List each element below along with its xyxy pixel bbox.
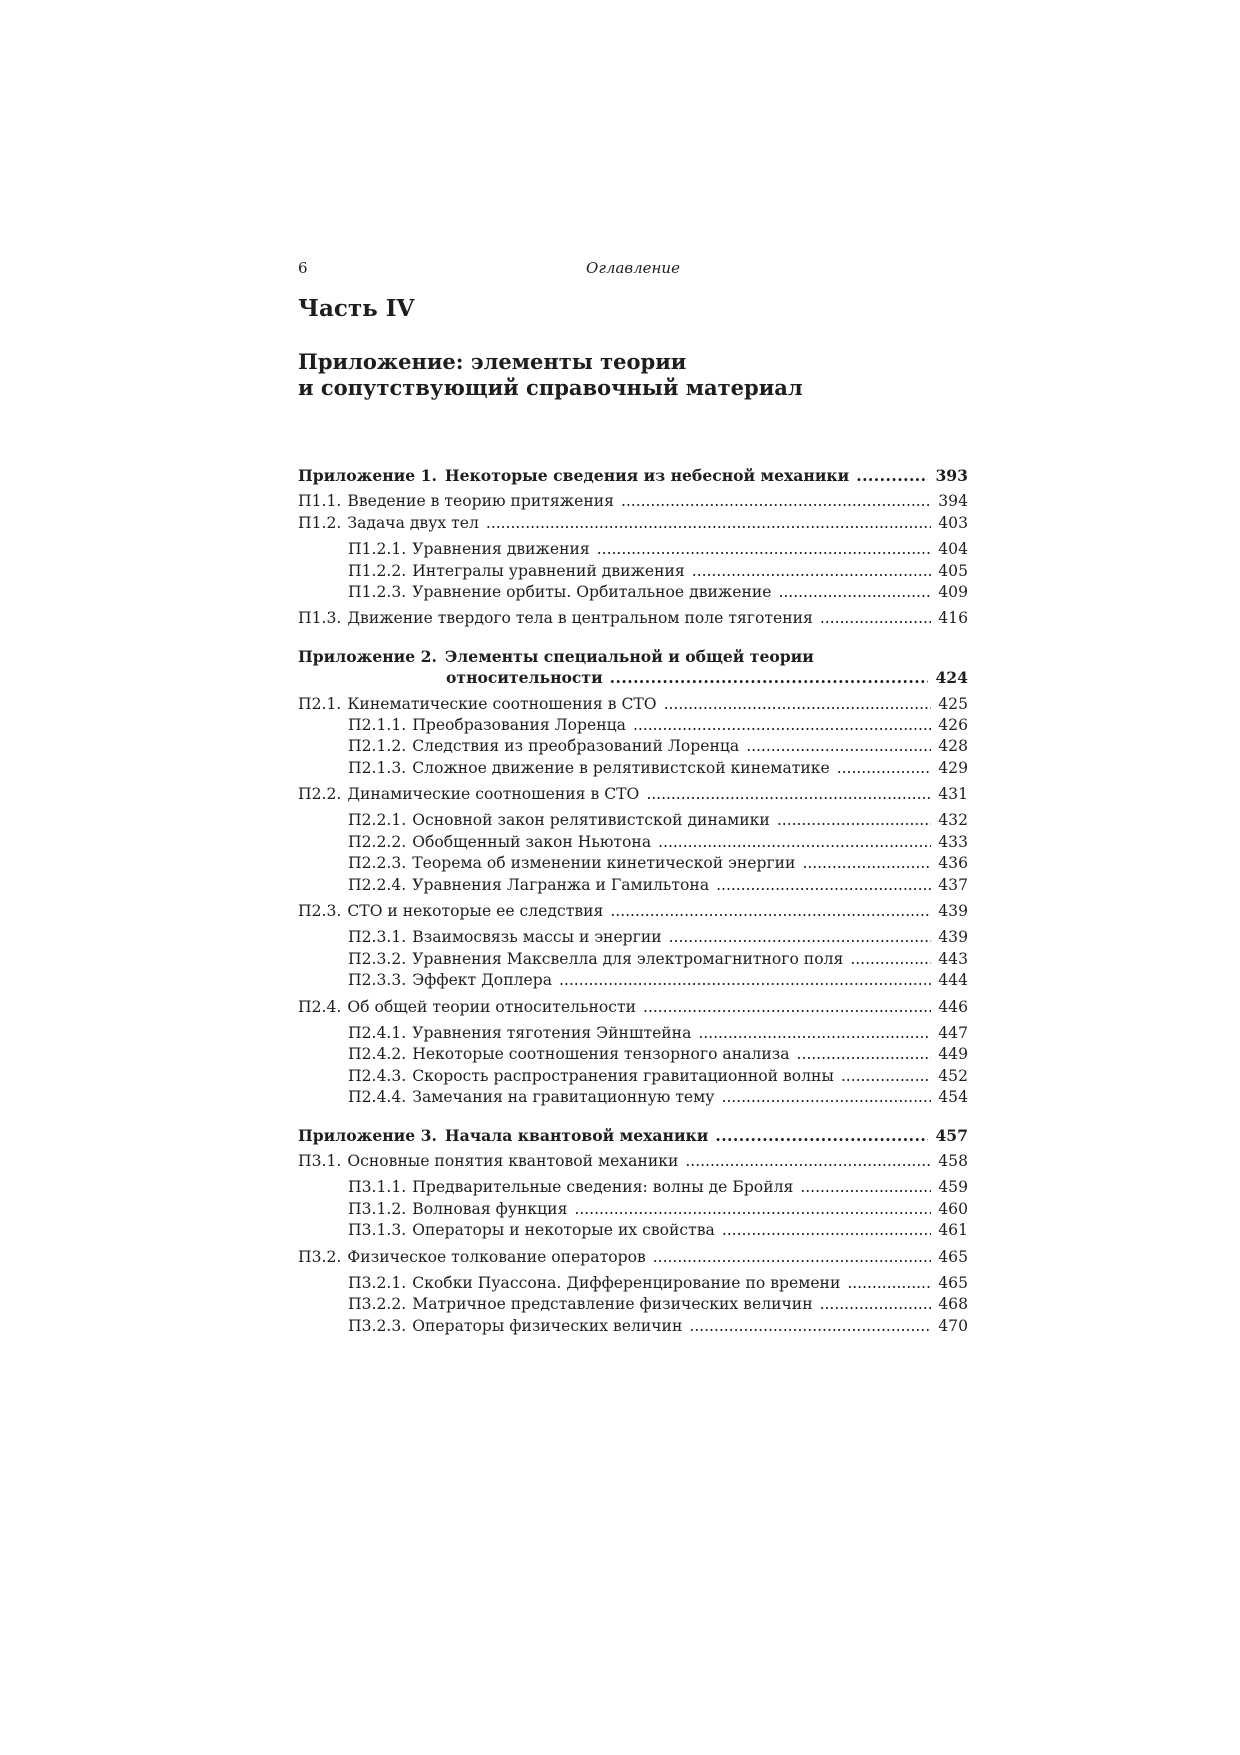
toc-title: Основной закон релятивистской динамики [412, 811, 770, 830]
toc-page-number: 439 [938, 928, 968, 947]
part-title [298, 349, 968, 401]
toc-page-number: 439 [938, 902, 968, 921]
toc-leader-dots [664, 694, 932, 715]
toc-title: Уравнения движения [412, 540, 590, 559]
toc-title: Физическое толкование операторов [347, 1247, 646, 1266]
toc-page-number: 457 [935, 1125, 968, 1145]
running-head [298, 256, 968, 280]
toc-number: П3.2. [298, 1247, 342, 1266]
toc-title: Уравнения тяготения Эйнштейна [412, 1023, 692, 1042]
toc-appendix-2-continued[interactable] [298, 667, 968, 688]
toc-page-number: 394 [938, 492, 968, 511]
toc-title: Операторы и некоторые их свойства [412, 1221, 715, 1240]
toc-section-p2-2[interactable] [298, 784, 968, 805]
toc-appendix-3[interactable] [298, 1125, 968, 1146]
page-content [298, 256, 968, 1337]
toc-subsection-p2-1-3[interactable] [298, 758, 968, 779]
toc-title: Следствия из преобразований Лоренца [412, 737, 740, 756]
toc-number: П2.2.1. [348, 811, 407, 830]
toc-section-p1-3[interactable] [298, 608, 968, 629]
toc-leader-dots [777, 810, 931, 831]
toc-leader-dots [574, 1199, 931, 1220]
toc-subsection-p3-1-3[interactable] [298, 1220, 968, 1241]
toc-number: П3.1.2. [348, 1199, 407, 1218]
toc-subsection-p2-4-3[interactable] [298, 1066, 968, 1087]
toc-page-number: 470 [938, 1316, 968, 1335]
toc-title: Задача двух тел [347, 513, 479, 532]
toc-leader-dots [800, 1177, 931, 1198]
toc-title: Введение в теорию притяжения [347, 492, 614, 511]
toc-title: Обобщенный закон Ньютона [412, 832, 652, 851]
toc-subsection-p2-2-4[interactable] [298, 875, 968, 896]
toc-page-number: 444 [938, 971, 968, 990]
toc-number: П3.2.2. [348, 1295, 407, 1314]
toc-title: Волновая функция [412, 1199, 568, 1218]
toc-subsection-p2-1-2[interactable] [298, 736, 968, 757]
toc-title: Операторы физических величин [412, 1316, 683, 1335]
toc-leader-dots [722, 1220, 931, 1241]
toc-number: П2.4.3. [348, 1066, 407, 1085]
toc-leader-dots [610, 667, 929, 688]
toc-number: П2.4.2. [348, 1045, 407, 1064]
toc-leader-dots [653, 1247, 931, 1268]
toc-number: П1.2.2. [348, 561, 407, 580]
toc-number: Приложение 3. [298, 1125, 437, 1145]
toc-page-number: 461 [938, 1221, 968, 1240]
toc-subsection-p3-2-2[interactable] [298, 1294, 968, 1315]
toc-page-number: 465 [938, 1247, 968, 1266]
toc-number: П2.4.4. [348, 1088, 407, 1107]
toc-title-continued: относительности [446, 668, 603, 688]
table-of-contents [298, 465, 968, 1337]
toc-leader-dots [486, 513, 931, 534]
toc-page-number: 428 [938, 737, 968, 756]
toc-subsection-p2-3-2[interactable] [298, 949, 968, 970]
toc-leader-dots [746, 736, 931, 757]
page-number: 6 [298, 259, 308, 277]
toc-subsection-p1-2-1[interactable] [298, 539, 968, 560]
toc-page-number: 393 [935, 466, 968, 485]
toc-leader-dots [559, 970, 931, 991]
toc-leader-dots [850, 949, 931, 970]
toc-subsection-p2-4-4[interactable] [298, 1087, 968, 1108]
toc-page-number: 446 [938, 997, 968, 1016]
toc-subsection-p2-3-3[interactable] [298, 970, 968, 991]
toc-leader-dots [797, 1044, 932, 1065]
toc-leader-dots [820, 1294, 932, 1315]
toc-section-p3-2[interactable] [298, 1247, 968, 1268]
toc-number: П3.1. [298, 1151, 342, 1170]
toc-subsection-p2-1-1[interactable] [298, 715, 968, 736]
toc-title: Начала квантовой механики [444, 1125, 709, 1145]
toc-title: Эффект Доплера [412, 971, 553, 990]
toc-number: П3.1.1. [348, 1178, 407, 1197]
toc-page-number: 452 [938, 1066, 968, 1085]
toc-leader-dots [669, 927, 932, 948]
toc-subsection-p1-2-3[interactable] [298, 582, 968, 603]
toc-title: Об общей теории относительности [347, 997, 637, 1016]
toc-title: Некоторые соотношения тензорного анализа [412, 1045, 790, 1064]
toc-leader-dots [820, 608, 931, 629]
part-title-line-1: Приложение: элементы теории [298, 349, 687, 374]
toc-number: П2.2.3. [348, 854, 407, 873]
toc-subsection-p3-1-2[interactable] [298, 1199, 968, 1220]
toc-section-p1-2[interactable] [298, 513, 968, 534]
part-title-line-2: и сопутствующий справочный материал [298, 375, 803, 400]
toc-leader-dots [633, 715, 931, 736]
toc-page-number: 436 [938, 854, 968, 873]
toc-leader-dots [841, 1066, 931, 1087]
toc-number: П1.2.3. [348, 582, 407, 601]
toc-title: Теорема об изменении кинетической энергии [412, 854, 796, 873]
toc-page-number: 424 [935, 668, 968, 688]
toc-section-p1-1[interactable] [298, 491, 968, 512]
toc-section-p2-1[interactable] [298, 694, 968, 715]
toc-page-number: 425 [938, 694, 968, 713]
toc-section-p2-4[interactable] [298, 997, 968, 1018]
toc-leader-dots [837, 758, 932, 779]
toc-leader-dots [658, 832, 931, 853]
toc-subsection-p3-1-1[interactable] [298, 1177, 968, 1198]
toc-leader-dots [610, 901, 931, 922]
toc-page-number: 409 [938, 582, 968, 601]
toc-leader-dots [643, 997, 931, 1018]
running-title: Оглавление [586, 259, 680, 277]
toc-title: Скобки Пуассона. Дифференцирование по времени [412, 1273, 841, 1292]
toc-leader-dots [716, 875, 931, 896]
toc-title: Предварительные сведения: волны де Бройля [412, 1178, 794, 1197]
toc-page-number: 416 [938, 609, 968, 628]
toc-page-number: 460 [938, 1199, 968, 1218]
toc-number: П2.4. [298, 997, 342, 1016]
toc-subsection-p3-2-3[interactable] [298, 1316, 968, 1337]
toc-number: П2.1. [298, 694, 342, 713]
toc-title: Скорость распространения гравитационной волны [412, 1066, 834, 1085]
toc-number: П3.2.3. [348, 1316, 407, 1335]
toc-number: Приложение 2. [298, 646, 437, 666]
toc-number: П2.3.2. [348, 949, 407, 968]
toc-number: П2.4.1. [348, 1023, 407, 1042]
toc-number: П1.2. [298, 513, 342, 532]
toc-leader-dots [802, 853, 931, 874]
toc-title: Основные понятия квантовой механики [347, 1151, 679, 1170]
toc-leader-dots [621, 491, 931, 512]
toc-title: Сложное движение в релятивистской кинематике [412, 758, 830, 777]
toc-page-number: 403 [938, 513, 968, 532]
toc-subsection-p1-2-2[interactable] [298, 561, 968, 582]
toc-page-number: 459 [938, 1178, 968, 1197]
toc-title: Матричное представление физических величин [412, 1295, 813, 1314]
toc-page-number: 443 [938, 949, 968, 968]
toc-page-number: 404 [938, 540, 968, 559]
toc-title: Уравнение орбиты. Орбитальное движение [412, 582, 772, 601]
toc-section-p2-3[interactable] [298, 901, 968, 922]
toc-page-number: 431 [938, 785, 968, 804]
toc-page-number: 429 [938, 758, 968, 777]
toc-title: Замечания на гравитационную тему [412, 1088, 715, 1107]
toc-leader-dots [685, 1151, 931, 1172]
toc-appendix-1[interactable] [298, 465, 968, 486]
toc-leader-dots [847, 1273, 931, 1294]
toc-subsection-p2-4-2[interactable] [298, 1044, 968, 1065]
toc-number: П3.2.1. [348, 1273, 407, 1292]
toc-leader-dots [689, 1316, 931, 1337]
toc-title: Интегралы уравнений движения [412, 561, 685, 580]
toc-number: П3.1.3. [348, 1221, 407, 1240]
toc-title: Уравнения Максвелла для электромагнитного поля [412, 949, 844, 968]
toc-number: П1.2.1. [348, 540, 407, 559]
toc-number: П2.1.3. [348, 758, 407, 777]
toc-subsection-p3-2-1[interactable] [298, 1273, 968, 1294]
toc-subsection-p2-4-1[interactable] [298, 1023, 968, 1044]
toc-number: П2.2. [298, 785, 342, 804]
toc-leader-dots [778, 582, 931, 603]
toc-number: П2.2.4. [348, 875, 407, 894]
toc-page-number: 447 [938, 1023, 968, 1042]
toc-title: Взаимосвязь массы и энергии [412, 928, 662, 947]
toc-page-number: 405 [938, 561, 968, 580]
toc-title: СТО и некоторые ее следствия [347, 902, 604, 921]
toc-section-p3-1[interactable] [298, 1151, 968, 1172]
toc-leader-dots [692, 561, 931, 582]
toc-page-number: 449 [938, 1045, 968, 1064]
toc-title: Некоторые сведения из небесной механики [444, 466, 850, 485]
toc-leader-dots [698, 1023, 931, 1044]
toc-subsection-p2-2-2[interactable] [298, 832, 968, 853]
toc-page-number: 454 [938, 1088, 968, 1107]
toc-subsection-p2-2-3[interactable] [298, 853, 968, 874]
toc-leader-dots [597, 539, 931, 560]
toc-title: Динамические соотношения в СТО [347, 785, 640, 804]
toc-leader-dots [646, 784, 931, 805]
toc-page-number: 433 [938, 832, 968, 851]
toc-number: П2.1.2. [348, 737, 407, 756]
toc-number: П1.3. [298, 609, 342, 628]
toc-number: Приложение 1. [298, 466, 437, 485]
toc-page-number: 432 [938, 811, 968, 830]
toc-title: Уравнения Лагранжа и Гамильтона [412, 875, 710, 894]
toc-leader-dots [856, 465, 928, 486]
toc-subsection-p2-3-1[interactable] [298, 927, 968, 948]
toc-page-number: 426 [938, 715, 968, 734]
toc-appendix-2[interactable] [298, 646, 968, 667]
toc-number: П2.3.1. [348, 928, 407, 947]
toc-subsection-p2-2-1[interactable] [298, 810, 968, 831]
toc-title: Кинематические соотношения в СТО [347, 694, 657, 713]
part-label: Часть IV [298, 295, 415, 322]
toc-title: Элементы специальной и общей теории [444, 646, 814, 666]
toc-number: П1.1. [298, 492, 342, 511]
toc-title: Преобразования Лоренца [412, 715, 626, 734]
toc-number: П2.1.1. [348, 715, 407, 734]
toc-page-number: 465 [938, 1273, 968, 1292]
toc-title: Движение твердого тела в центральном поле тяготения [347, 609, 813, 628]
toc-number: П2.2.2. [348, 832, 407, 851]
toc-page-number: 468 [938, 1295, 968, 1314]
toc-page-number: 458 [938, 1151, 968, 1170]
toc-leader-dots [715, 1125, 928, 1146]
toc-number: П2.3.3. [348, 971, 407, 990]
toc-leader-dots [721, 1087, 931, 1108]
toc-number: П2.3. [298, 902, 342, 921]
toc-page-number: 437 [938, 875, 968, 894]
